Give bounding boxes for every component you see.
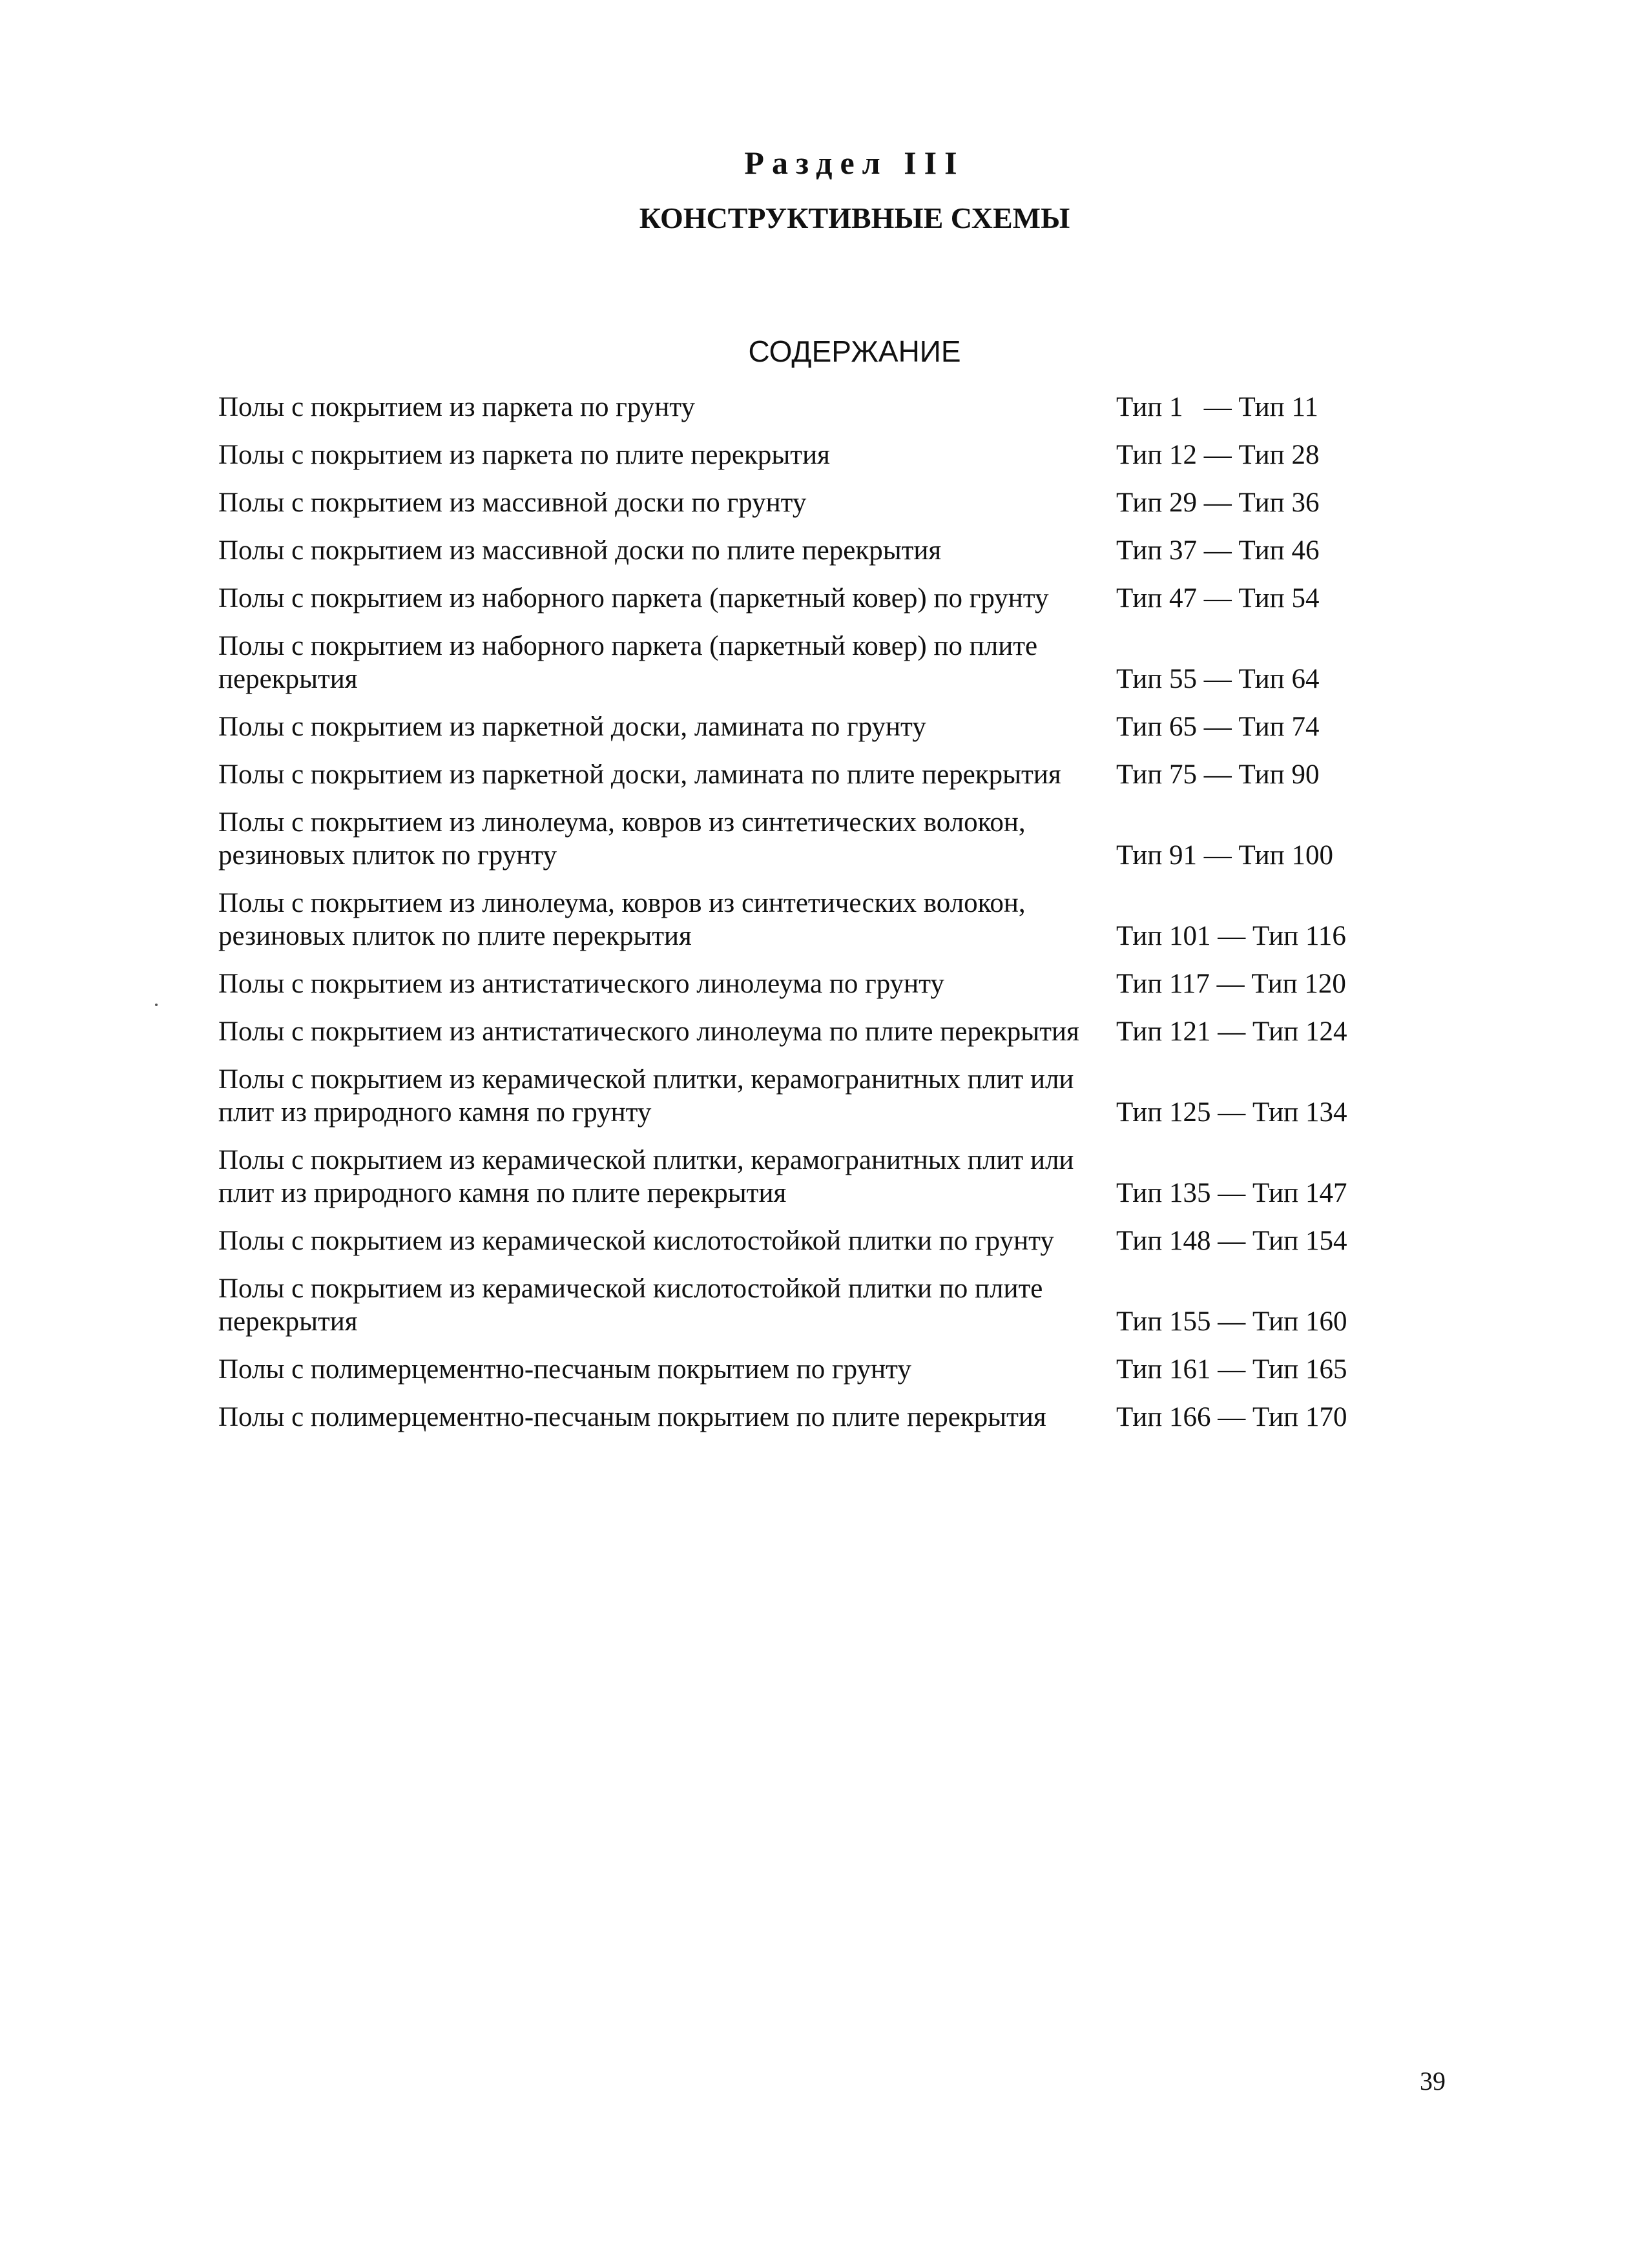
toc-item-types: Тип 101 — Тип 116 [1116, 921, 1346, 951]
toc-item-types: Тип 47 — Тип 54 [1116, 583, 1320, 613]
toc-item-types: Тип 155 — Тип 160 [1116, 1306, 1347, 1337]
toc-item [218, 887, 1413, 953]
contents-heading: СОДЕРЖАНИЕ [748, 335, 961, 368]
toc-item-types: Тип 117 — Тип 120 [1116, 969, 1346, 999]
toc-item-description: Полы с покрытием из паркета по плите перекрытия [218, 440, 830, 470]
section-title: КОНСТРУКТИВНЫЕ СХЕМЫ [639, 201, 1070, 234]
section-label: Раздел III [744, 145, 965, 181]
toc-item-description: Полы с покрытием из керамической кислотостойкой плитки по грунту [218, 1226, 1054, 1256]
toc-item [218, 1144, 1413, 1210]
toc-item [218, 758, 1413, 791]
toc-item [218, 438, 1413, 471]
toc-item-types: Тип 166 — Тип 170 [1116, 1402, 1347, 1432]
toc-item [218, 710, 1413, 743]
toc-item-description: Полы с покрытием из наборного паркета (паркетный ковер) по грунту [218, 583, 1049, 613]
table-of-contents [218, 391, 1413, 1448]
toc-item [218, 1401, 1413, 1434]
toc-item-description: Полы с покрытием из керамической кислотостойкой плитки по плите перекрытия [218, 1273, 1043, 1337]
toc-item-types: Тип 125 — Тип 134 [1116, 1097, 1347, 1128]
toc-item [218, 1224, 1413, 1257]
toc-item-description: Полы с покрытием из антистатического линолеума по плите перекрытия [218, 1016, 1079, 1047]
scan-speck [155, 1004, 158, 1006]
toc-item-types: Тип 12 — Тип 28 [1116, 440, 1320, 470]
toc-item-description: Полы с покрытием из антистатического линолеума по грунту [218, 969, 944, 999]
toc-item-types: Тип 161 — Тип 165 [1116, 1354, 1347, 1385]
toc-item [218, 1063, 1413, 1129]
toc-item-types: Тип 65 — Тип 74 [1116, 712, 1320, 742]
toc-item [218, 967, 1413, 1000]
toc-item-description: Полы с покрытием из массивной доски по плите перекрытия [218, 535, 942, 566]
toc-item-types: Тип 37 — Тип 46 [1116, 535, 1320, 566]
page-number: 39 [1420, 2067, 1446, 2096]
toc-item-description: Полы с покрытием из паркета по грунту [218, 392, 696, 422]
toc-item [218, 630, 1413, 696]
toc-item-description: Полы с полимерцементно-песчаным покрытием по плите перекрытия [218, 1402, 1046, 1432]
toc-item [218, 534, 1413, 567]
toc-item [218, 582, 1413, 615]
toc-item-description: Полы с покрытием из паркетной доски, ламината по грунту [218, 712, 926, 742]
toc-item-description: Полы с покрытием из наборного паркета (паркетный ковер) по плите перекрытия [218, 631, 1038, 694]
toc-item-description: Полы с покрытием из массивной доски по грунту [218, 488, 807, 518]
toc-item-types: Тип 91 — Тип 100 [1116, 840, 1333, 871]
toc-item-types: Тип 29 — Тип 36 [1116, 488, 1320, 518]
toc-item-description: Полы с покрытием из керамической плитки, керамогранитных плит или плит из природного камня по плите перекрытия [218, 1145, 1074, 1208]
toc-item-types: Тип 75 — Тип 90 [1116, 759, 1320, 790]
toc-item [218, 1353, 1413, 1386]
toc-item-description: Полы с покрытием из линолеума, ковров из синтетических волокон, резиновых плиток по грунту [218, 807, 1026, 871]
toc-item [218, 806, 1413, 872]
toc-item-description: Полы с покрытием из паркетной доски, ламината по плите перекрытия [218, 759, 1061, 790]
toc-item-types: Тип 135 — Тип 147 [1116, 1178, 1347, 1208]
toc-item [218, 486, 1413, 519]
toc-item-description: Полы с покрытием из керамической плитки, керамогранитных плит или плит из природного камня по грунту [218, 1064, 1074, 1128]
toc-item [218, 1015, 1413, 1048]
toc-item-types: Тип 148 — Тип 154 [1116, 1226, 1347, 1256]
toc-item-types: Тип 121 — Тип 124 [1116, 1016, 1347, 1047]
toc-item-types: Тип 1 — Тип 11 [1116, 392, 1318, 422]
toc-item-description: Полы с полимерцементно-песчаным покрытием по грунту [218, 1354, 911, 1385]
toc-item [218, 391, 1413, 424]
toc-item-types: Тип 55 — Тип 64 [1116, 664, 1320, 694]
toc-item-description: Полы с покрытием из линолеума, ковров из синтетических волокон, резиновых плиток по плите перекрытия [218, 888, 1026, 951]
toc-item [218, 1272, 1413, 1338]
